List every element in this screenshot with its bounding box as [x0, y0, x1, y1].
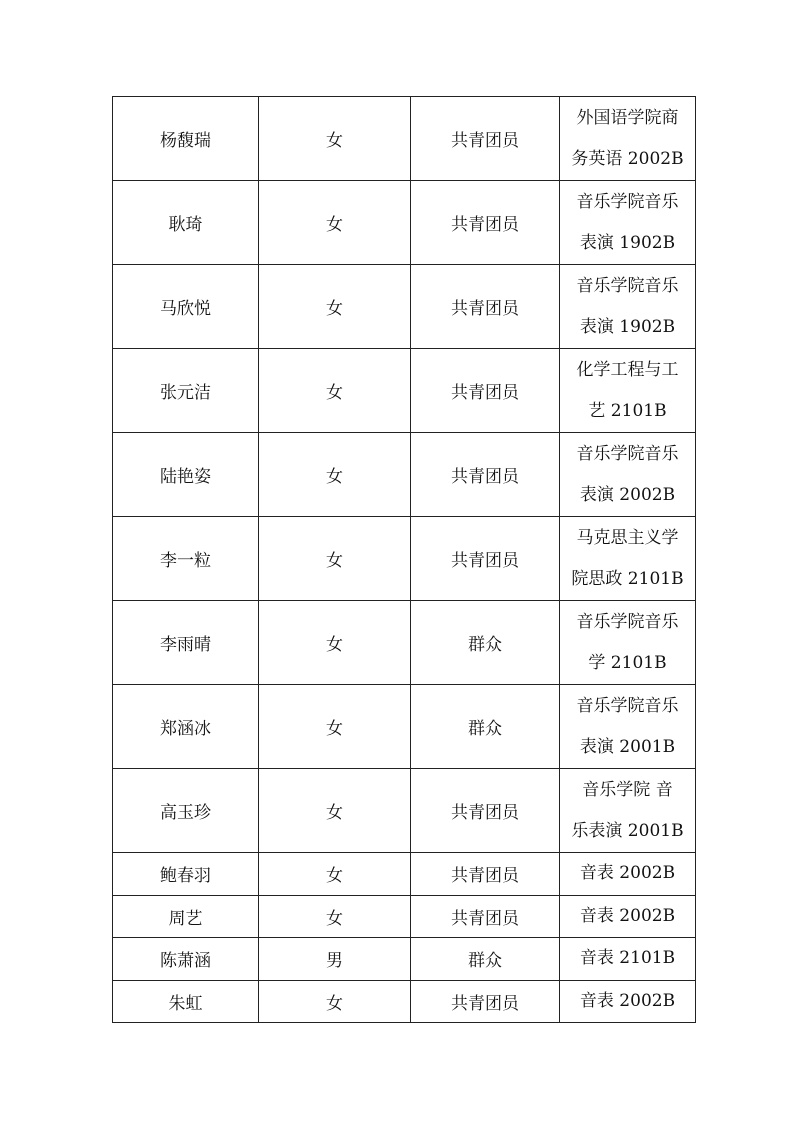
table-row — [113, 517, 696, 601]
table-row — [113, 97, 696, 181]
table-row — [113, 938, 696, 981]
department-class-line: 音表 2002B — [579, 991, 676, 1012]
gender-cell: 女 — [259, 980, 411, 1023]
table-row — [113, 895, 696, 938]
department-class-line: 音表 2002B — [579, 905, 676, 926]
table-row — [113, 349, 696, 433]
student-name-cell: 杨馥瑞 — [113, 97, 259, 181]
table-row — [113, 433, 696, 517]
department-class-line: 音乐学院 音 — [582, 779, 673, 800]
student-name-cell: 陈萧涵 — [113, 938, 259, 981]
gender-cell: 女 — [259, 895, 411, 938]
department-class-cell — [560, 97, 696, 181]
political-status-cell: 共青团员 — [411, 769, 560, 853]
roster-body — [113, 97, 696, 1023]
political-status-cell: 共青团员 — [411, 433, 560, 517]
student-name-cell: 郑涵冰 — [113, 685, 259, 769]
gender-cell: 女 — [259, 349, 411, 433]
political-status-cell: 共青团员 — [411, 349, 560, 433]
department-class-line: 外国语学院商 — [576, 107, 679, 128]
table-row — [113, 853, 696, 896]
department-class-line: 化学工程与工 — [576, 359, 679, 380]
student-name-cell: 陆艳姿 — [113, 433, 259, 517]
department-class-line: 马克思主义学 — [576, 527, 679, 548]
student-name-cell: 鲍春羽 — [113, 853, 259, 896]
department-class-line: 院思政 2101B — [571, 568, 684, 589]
department-class-cell — [560, 895, 696, 938]
student-name-cell: 周艺 — [113, 895, 259, 938]
student-name-cell: 张元洁 — [113, 349, 259, 433]
department-class-line: 乐表演 2001B — [571, 820, 684, 841]
gender-cell: 女 — [259, 853, 411, 896]
department-class-cell — [560, 980, 696, 1023]
gender-cell: 女 — [259, 97, 411, 181]
department-class-line: 务英语 2002B — [571, 148, 684, 169]
political-status-cell: 共青团员 — [411, 97, 560, 181]
table-row — [113, 769, 696, 853]
department-class-line: 表演 2002B — [579, 484, 676, 505]
political-status-cell: 群众 — [411, 601, 560, 685]
table-row — [113, 265, 696, 349]
department-class-line: 音乐学院音乐 — [576, 695, 679, 716]
gender-cell: 男 — [259, 938, 411, 981]
department-class-line: 音乐学院音乐 — [576, 275, 679, 296]
table-row — [113, 980, 696, 1023]
student-roster-table — [112, 96, 696, 1023]
gender-cell: 女 — [259, 769, 411, 853]
department-class-cell — [560, 517, 696, 601]
department-class-cell — [560, 181, 696, 265]
department-class-cell — [560, 433, 696, 517]
student-name-cell: 高玉珍 — [113, 769, 259, 853]
department-class-line: 艺 2101B — [588, 400, 667, 421]
department-class-cell — [560, 769, 696, 853]
student-name-cell: 李一粒 — [113, 517, 259, 601]
department-class-line: 音乐学院音乐 — [576, 443, 679, 464]
department-class-line: 表演 1902B — [579, 232, 676, 253]
department-class-line: 音表 2002B — [579, 863, 676, 884]
gender-cell: 女 — [259, 181, 411, 265]
political-status-cell: 共青团员 — [411, 517, 560, 601]
table-row — [113, 685, 696, 769]
department-class-line: 表演 1902B — [579, 316, 676, 337]
table-row — [113, 181, 696, 265]
political-status-cell: 共青团员 — [411, 181, 560, 265]
department-class-cell — [560, 349, 696, 433]
political-status-cell: 共青团员 — [411, 895, 560, 938]
political-status-cell: 群众 — [411, 685, 560, 769]
political-status-cell: 群众 — [411, 938, 560, 981]
political-status-cell: 共青团员 — [411, 265, 560, 349]
department-class-cell — [560, 265, 696, 349]
gender-cell: 女 — [259, 265, 411, 349]
gender-cell: 女 — [259, 433, 411, 517]
department-class-cell — [560, 938, 696, 981]
political-status-cell: 共青团员 — [411, 853, 560, 896]
student-name-cell: 耿琦 — [113, 181, 259, 265]
gender-cell: 女 — [259, 601, 411, 685]
gender-cell: 女 — [259, 685, 411, 769]
table-row — [113, 601, 696, 685]
student-name-cell: 李雨晴 — [113, 601, 259, 685]
department-class-line: 音乐学院音乐 — [576, 191, 679, 212]
student-name-cell: 朱虹 — [113, 980, 259, 1023]
department-class-line: 音乐学院音乐 — [576, 611, 679, 632]
political-status-cell: 共青团员 — [411, 980, 560, 1023]
gender-cell: 女 — [259, 517, 411, 601]
department-class-cell — [560, 853, 696, 896]
department-class-cell — [560, 685, 696, 769]
student-name-cell: 马欣悦 — [113, 265, 259, 349]
department-class-line: 学 2101B — [588, 652, 667, 673]
department-class-line: 音表 2101B — [579, 948, 676, 969]
department-class-cell — [560, 601, 696, 685]
department-class-line: 表演 2001B — [579, 736, 676, 757]
